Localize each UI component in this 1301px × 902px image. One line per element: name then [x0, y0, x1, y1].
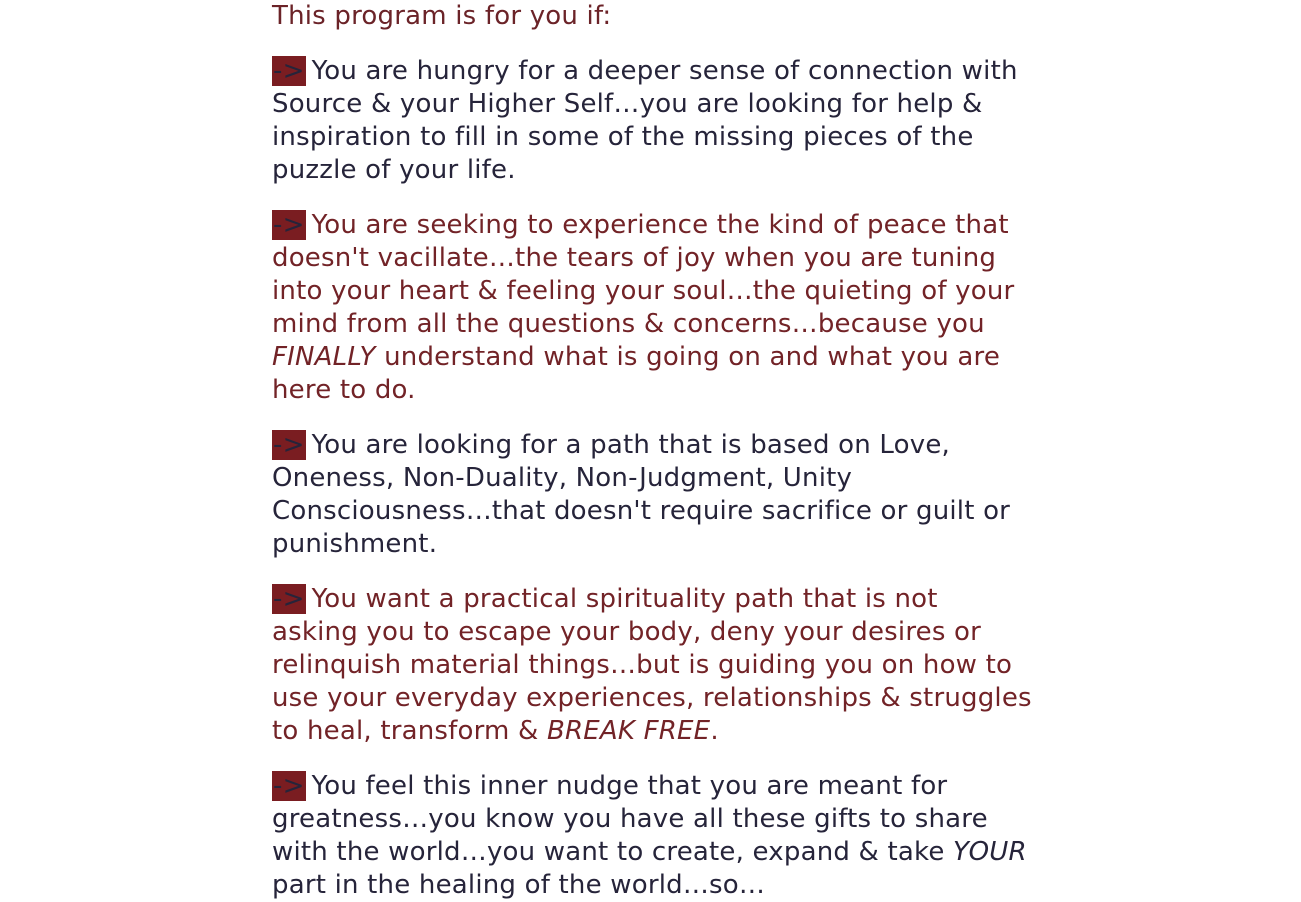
arrow-marker-icon: ->: [273, 584, 305, 614]
criteria-text-end: part in the healing of the world…so…: [272, 870, 766, 900]
criteria-text-end: .: [710, 716, 719, 746]
arrow-marker-icon: ->: [273, 430, 305, 460]
criteria-text: You are hungry for a deeper sense of connection with Source & your Higher Self…you are looking for help & inspiration to fill in some of the missing pieces of the puzzle of your life.: [272, 56, 1018, 185]
program-content: [272, 0, 1032, 902]
criteria-emphasis: YOUR: [953, 837, 1027, 867]
criteria-item-4: [272, 583, 1032, 748]
arrow-marker-icon: ->: [273, 56, 305, 86]
criteria-text: You are looking for a path that is based on Love, Oneness, Non-Duality, Non-Judgment, Unity Consciousness…that doesn't require sacrifice or guilt or punishment.: [272, 430, 1011, 559]
criteria-text: You want a practical spirituality path that is not asking you to escape your body, deny your desires or relinquish material things…but is guiding you on how to use your everyday experiences, relationships & struggles to heal, transform &: [272, 584, 1032, 746]
section-heading: This program is for you if:: [272, 1, 612, 31]
criteria-item-3: [272, 429, 1032, 561]
criteria-text-end: understand what is going on and what you are here to do.: [272, 342, 1001, 405]
arrow-marker-icon: ->: [273, 210, 305, 240]
criteria-item-1: [272, 55, 1032, 187]
criteria-text: You feel this inner nudge that you are meant for greatness…you know you have all these gifts to share with the world…you want to create, expand & take: [272, 771, 988, 867]
criteria-text: You are seeking to experience the kind of peace that doesn't vacillate…the tears of joy when you are tuning into your heart & feeling your soul…the quieting of your mind from all the questions & concerns…because you: [272, 210, 1015, 339]
criteria-emphasis: FINALLY: [272, 342, 376, 372]
arrow-marker-icon: ->: [273, 771, 305, 801]
criteria-item-5: [272, 770, 1032, 902]
criteria-item-2: [272, 209, 1032, 407]
criteria-emphasis: BREAK FREE: [547, 716, 711, 746]
